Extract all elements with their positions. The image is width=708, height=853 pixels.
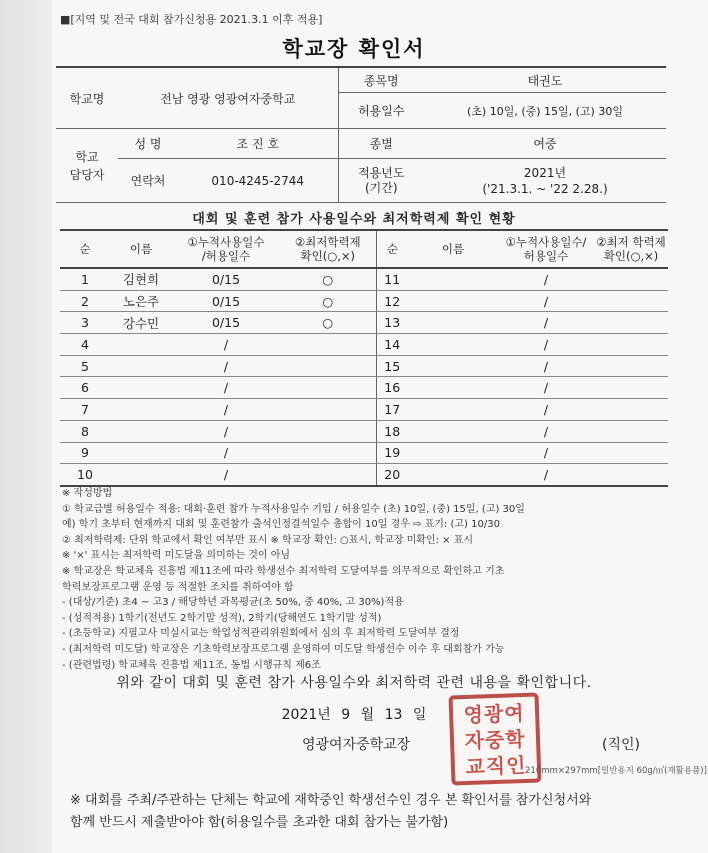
cell-check — [280, 334, 376, 356]
cell-no: 4 — [60, 334, 110, 356]
header-days: ①누적사용일수 /허용일수 — [172, 230, 280, 268]
header-note: ■[지역 및 전국 대회 참가신청용 2021.3.1 이후 적용] — [60, 13, 323, 26]
guide-line: 학력보장프로그램 운영 등 적절한 조치를 취하여야 함 — [62, 581, 294, 593]
contact-value: 010-4245-2744 — [178, 159, 338, 203]
cell-days: / — [172, 334, 280, 356]
cell-check: ○ — [280, 312, 376, 334]
guide-line: 예) 학기 초부터 현재까지 대회 및 훈련참가 출석인정결석일수 총합이 10일 경우 ⇨ 표기: (고) 10/30 — [62, 519, 500, 531]
table-row — [60, 377, 668, 399]
date-year: 2021년 — [281, 707, 331, 723]
cell-check2 — [594, 442, 668, 464]
cell-days2: / — [498, 464, 594, 486]
table-row — [60, 399, 668, 421]
scan-margin — [0, 0, 52, 853]
guide-line: - (관련법령) 학교체육 진흥법 제11조, 동법 시행규칙 제6조 — [62, 659, 321, 671]
writing-guide — [62, 486, 682, 673]
guide-line: - (최저학력 미도달) 학교장은 기초학력보장프로그램 운영하여 미도달 학생선수 이수 후 대회참가 가능 — [62, 643, 505, 655]
cell-days: 0/15 — [172, 268, 280, 290]
guide-line: ① 학교급별 허용일수 적용: 대회·훈련 참가 누적사용일수 기입 / 허용일수 (초) 10일, (중) 15일, (고) 30일 — [62, 503, 525, 515]
table-row — [60, 290, 668, 312]
cell-no2: 16 — [376, 377, 408, 399]
header-days-2: ①누적사용일수/ 허용일수 — [498, 230, 594, 268]
guide-line: ※ 학교장은 학교체육 진흥법 제11조에 따라 학생선수 최저학력 도달여부를 의무적으로 확인하고 기초 — [62, 565, 505, 577]
cell-no2: 20 — [376, 464, 408, 486]
cell-check2 — [594, 312, 668, 334]
bottom-note — [70, 790, 670, 834]
info-table — [56, 66, 666, 203]
cell-no2: 18 — [376, 420, 408, 442]
guide-line: ※ '×' 표시는 최저학력 미도달을 의미하는 것이 아님 — [62, 550, 291, 562]
guide-line: - (성적적용) 1학기(전년도 2학기말 성적), 2학기(당해연도 1학기말 성적) — [62, 612, 382, 624]
cell-name — [110, 334, 172, 356]
cell-no2: 19 — [376, 442, 408, 464]
cell-name — [110, 355, 172, 377]
cell-check2 — [594, 420, 668, 442]
status-table — [60, 229, 668, 487]
confirm-statement: 위와 같이 대회 및 훈련 참가 사용일수와 최저학력 관련 내용을 확인합니다. — [116, 675, 592, 691]
cell-days: 0/15 — [172, 312, 280, 334]
cell-no: 3 — [60, 312, 110, 334]
cell-days: / — [172, 442, 280, 464]
cell-check — [280, 420, 376, 442]
class-label: 종별 — [338, 129, 424, 159]
cell-days2: / — [498, 355, 594, 377]
header-academic-2: ②최저 학력제 확인(○,×) — [594, 230, 668, 268]
paper-spec: 210mm×297mm[일반용지 60g/㎡(재활용품)] — [525, 766, 707, 776]
contact-label: 연락처 — [118, 159, 178, 203]
cell-days: / — [172, 355, 280, 377]
header-no: 순 — [60, 230, 110, 268]
cell-name — [110, 442, 172, 464]
table-row — [60, 464, 668, 486]
days-label: 허용일수 — [338, 93, 424, 129]
seal-line: 영광여 — [463, 700, 526, 728]
cell-name: 강수민 — [110, 312, 172, 334]
cell-no2: 13 — [376, 312, 408, 334]
cell-name: 노은주 — [110, 290, 172, 312]
cell-check: ○ — [280, 290, 376, 312]
cell-name2 — [408, 377, 498, 399]
header-no-2: 순 — [376, 230, 408, 268]
cell-no: 1 — [60, 268, 110, 290]
cell-name — [110, 377, 172, 399]
cell-name — [110, 420, 172, 442]
cell-days2: / — [498, 399, 594, 421]
cell-name: 김현희 — [110, 268, 172, 290]
cell-check: ○ — [280, 268, 376, 290]
cell-no2: 12 — [376, 290, 408, 312]
cell-days2: / — [498, 312, 594, 334]
sport-label: 종목명 — [338, 67, 424, 93]
cell-check2 — [594, 290, 668, 312]
cell-check — [280, 399, 376, 421]
section-title: 대회 및 훈련 참가 사용일수와 최저학력제 확인 현황 — [192, 212, 516, 227]
cell-days: / — [172, 399, 280, 421]
cell-name2 — [408, 334, 498, 356]
cell-no2: 17 — [376, 399, 408, 421]
cell-check2 — [594, 334, 668, 356]
header-name: 이름 — [110, 230, 172, 268]
cell-check — [280, 464, 376, 486]
bottom-note-line: ※ 대회를 주최/주관하는 단체는 학교에 재학중인 학생선수인 경우 본 확인서를 참가신청서와 — [70, 793, 592, 808]
table-row — [60, 312, 668, 334]
cell-days: 0/15 — [172, 290, 280, 312]
seal-position-label: (직인) — [602, 737, 640, 753]
guide-line: ② 최저학력제: 단위 학교에서 확인 여부만 표시 ※ 학교장 확인: ○표시, 학교장 미확인: × 표시 — [62, 534, 474, 546]
cell-days2: / — [498, 268, 594, 290]
cell-days2: / — [498, 420, 594, 442]
cell-days2: / — [498, 290, 594, 312]
cell-days: / — [172, 377, 280, 399]
table-row — [60, 420, 668, 442]
cell-days: / — [172, 464, 280, 486]
table-row — [60, 334, 668, 356]
cell-name2 — [408, 442, 498, 464]
page-title: 학교장 확인서 — [282, 37, 426, 61]
seal-line: 자중학 — [464, 726, 526, 754]
cell-name — [110, 464, 172, 486]
school-principal: 영광여자중학교장 — [302, 737, 411, 753]
year-value: 2021년 — [523, 165, 567, 180]
seal-line: 교직인 — [465, 752, 527, 780]
guide-line: ※ 작성방법 — [62, 488, 113, 499]
year-cell — [424, 159, 666, 203]
cell-check — [280, 377, 376, 399]
manager-label: 학교 담당자 — [56, 129, 118, 203]
cell-name2 — [408, 312, 498, 334]
cell-no: 6 — [60, 377, 110, 399]
table-row — [60, 355, 668, 377]
cell-days2: / — [498, 334, 594, 356]
cell-name2 — [408, 420, 498, 442]
cell-days2: / — [498, 377, 594, 399]
year-label: 적용년도 (기간) — [338, 159, 424, 203]
cell-no: 9 — [60, 442, 110, 464]
guide-line: - (초등학교) 지필고사 미실시교는 학업성적관리위원회에서 심의 후 최저학력 도달여부 결정 — [62, 628, 460, 640]
date-day: 13 일 — [384, 707, 427, 723]
days-value: (초) 10일, (중) 15일, (고) 30일 — [424, 93, 666, 129]
cell-check — [280, 355, 376, 377]
class-value: 여중 — [424, 129, 666, 159]
cell-no: 7 — [60, 399, 110, 421]
cell-check2 — [594, 355, 668, 377]
period-value: ('21.3.1. ~ '22 2.28.) — [482, 181, 608, 196]
cell-check2 — [594, 464, 668, 486]
cell-name2 — [408, 290, 498, 312]
sign-date — [0, 704, 708, 724]
cell-check2 — [594, 268, 668, 290]
name-label: 성 명 — [118, 129, 178, 159]
name-value: 조 진 호 — [178, 129, 338, 159]
cell-no: 2 — [60, 290, 110, 312]
cell-check — [280, 442, 376, 464]
cell-no2: 15 — [376, 355, 408, 377]
cell-check2 — [594, 399, 668, 421]
cell-name2 — [408, 399, 498, 421]
guide-line: - (대상/기준) 초4 ~ 고3 / 해당학년 과목평균(초 50%, 중 40%, 고 30%)적용 — [62, 597, 404, 609]
school-value: 전남 영광 영광여자중학교 — [118, 67, 338, 129]
date-month: 9 월 — [341, 707, 375, 723]
header-academic: ②최저학력제 확인(○,×) — [280, 230, 376, 268]
cell-no: 5 — [60, 355, 110, 377]
table-row — [60, 268, 668, 290]
cell-no2: 11 — [376, 268, 408, 290]
cell-days2: / — [498, 442, 594, 464]
header-name-2: 이름 — [408, 230, 498, 268]
cell-no2: 14 — [376, 334, 408, 356]
cell-no: 8 — [60, 420, 110, 442]
cell-name2 — [408, 268, 498, 290]
table-row — [60, 442, 668, 464]
cell-days: / — [172, 420, 280, 442]
cell-no: 10 — [60, 464, 110, 486]
cell-name2 — [408, 464, 498, 486]
bottom-note-line: 함께 반드시 제출받아야 함(허용일수를 초과한 대회 참가는 불가함) — [70, 815, 449, 830]
cell-check2 — [594, 377, 668, 399]
cell-name — [110, 399, 172, 421]
sport-value: 태권도 — [424, 67, 666, 93]
cell-name2 — [408, 355, 498, 377]
school-label: 학교명 — [56, 67, 118, 129]
